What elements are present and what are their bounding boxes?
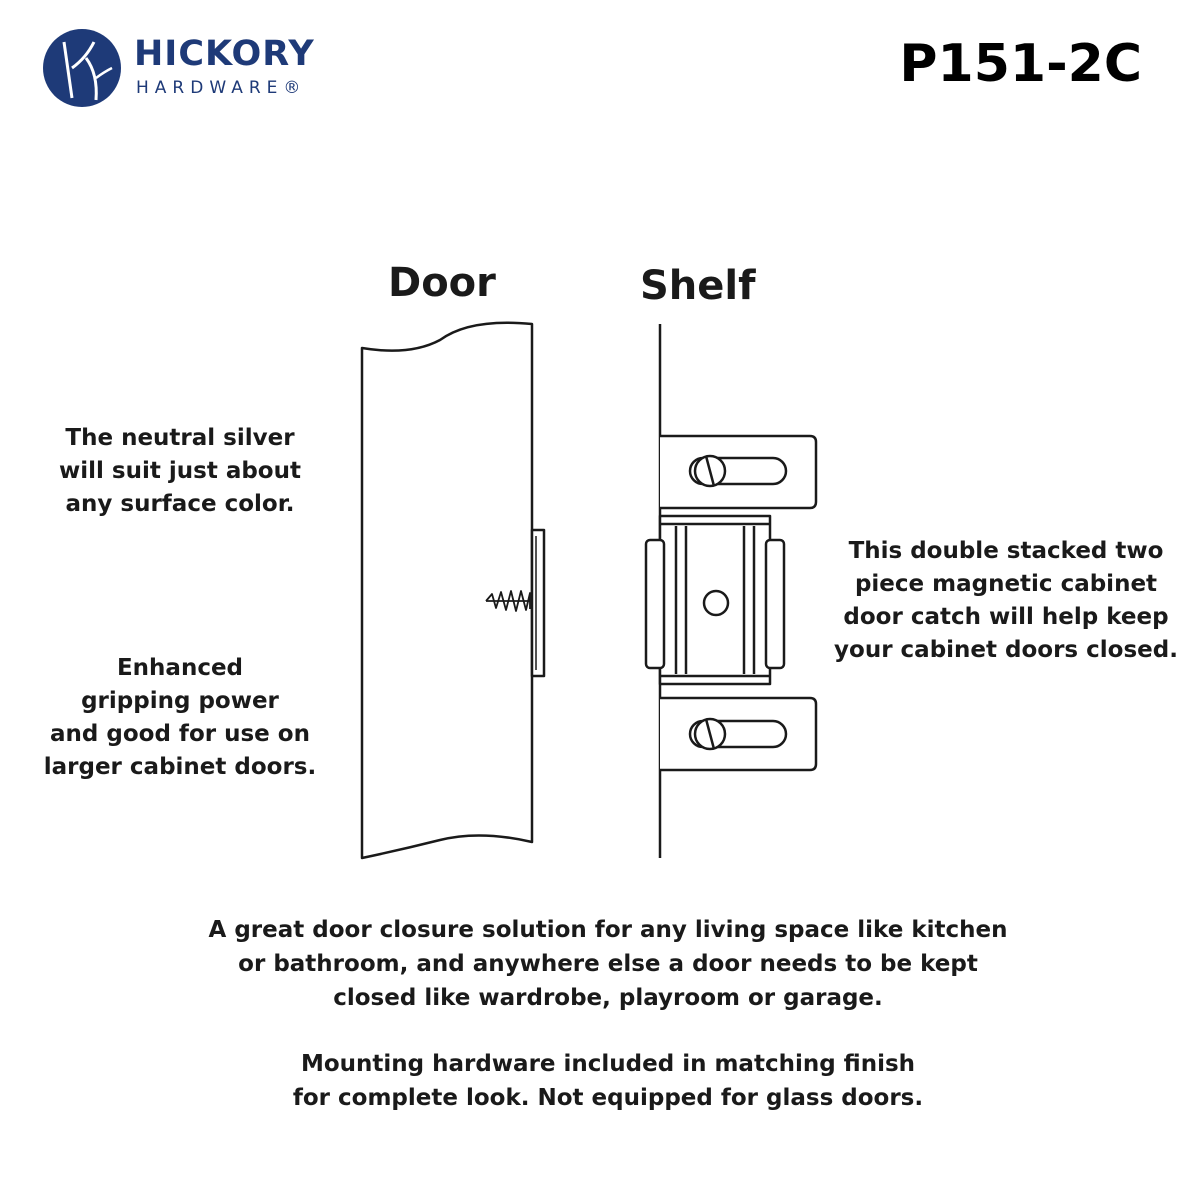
top-mounting-bracket bbox=[660, 436, 816, 508]
finish-note: The neutral silver will suit just about any surface color. bbox=[59, 425, 301, 517]
mounting-hardware-note: Mounting hardware included in matching finish for complete look. Not equipped for glass doors. bbox=[292, 1051, 924, 1111]
bottom-mounting-bracket bbox=[660, 698, 816, 770]
door-panel bbox=[362, 323, 532, 858]
magnetic-catch-body bbox=[646, 516, 784, 684]
usage-description: A great door closure solution for any living space like kitchen or bathroom, and anywhere else a door needs to be kept closed like wardrobe, playroom or garage. bbox=[208, 917, 1008, 1011]
door-label: Door bbox=[388, 260, 496, 306]
shelf-label: Shelf bbox=[640, 263, 756, 309]
brand-name: HICKORY bbox=[134, 34, 315, 74]
gripping-power-note: Enhanced gripping power and good for use on larger cabinet doors. bbox=[43, 655, 317, 780]
catch-description-note: This double stacked two piece magnetic cabinet door catch will help keep your cabinet doors closed. bbox=[834, 538, 1178, 663]
model-number: P151-2C bbox=[899, 34, 1142, 94]
brand-subtitle: HARDWARE® bbox=[136, 78, 307, 98]
strike-plate bbox=[532, 530, 544, 676]
